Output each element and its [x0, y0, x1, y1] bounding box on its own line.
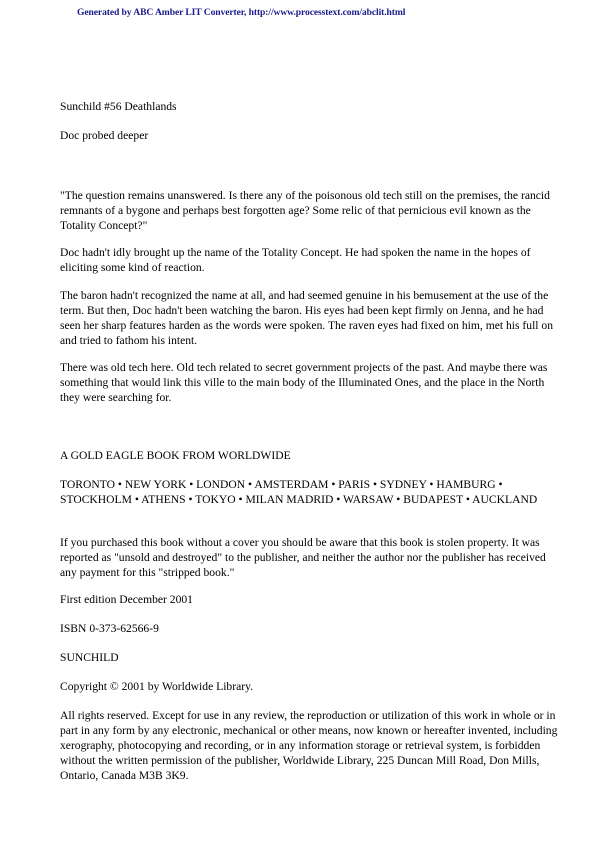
title-line: Sunchild #56 Deathlands [60, 100, 177, 113]
converter-banner: Generated by ABC Amber LIT Converter, http://www.processtext.com/abclit.html [77, 7, 406, 18]
subtitle-line: Doc probed deeper [60, 129, 149, 142]
cities-list: TORONTO • NEW YORK • LONDON • AMSTERDAM • PARIS • SYDNEY • HAMBURG • STOCKHOLM • ATHENS • TOKYO • MILAN MADRID • WARSAW • BUDAPEST • AUCKLAND [60, 478, 538, 506]
publisher-line: A GOLD EAGLE BOOK FROM WORLDWIDE [60, 449, 291, 462]
stripped-book-notice: If you purchased this book without a cover you should be aware that this book is stolen property. It was reported as "unsold and destroyed" to the publisher, and neither the author nor the publisher has received any payment for this "stripped book." [60, 536, 546, 579]
paragraph: Doc hadn't idly brought up the name of the Totality Concept. He had spoken the name in the hopes of eliciting some kind of reaction. [60, 246, 531, 274]
copyright-line: Copyright © 2001 by Worldwide Library. [60, 680, 254, 693]
edition-line: First edition December 2001 [60, 593, 193, 606]
paragraph: The baron hadn't recognized the name at all, and had seemed genuine in his bemusement at the use of the term. But then, Doc hadn't been watching the baron. His eyes had been kept firmly on Jenna, and he had seen her sharp features harden as the words were spoken. The raven eyes had fixed on him, met his full on and tried to fathom his intent. [60, 289, 554, 347]
paragraph: There was old tech here. Old tech related to secret government projects of the past. And maybe there was something that would link this ville to the main body of the Illuminated Ones, and the place in the North they were searching for. [60, 361, 548, 404]
paragraph: "The question remains unanswered. Is there any of the poisonous old tech still on the premises, the rancid remnants of a bygone and perhaps best forgotten age? Some relic of that pernicious evil known as the Totality Concept?" [60, 189, 550, 232]
book-title-line: SUNCHILD [60, 651, 119, 664]
rights-notice: All rights reserved. Except for use in any review, the reproduction or utilization of this work in whole or in part in any form by any electronic, mechanical or other means, now known or hereafter invented, including xerography, photocopying and recording, or in any information storage or retrieval system, is forbidden without the written permission of the publisher, Worldwide Library, 225 Duncan Mill Road, Don Mills, Ontario, Canada M3B 3K9. [60, 709, 558, 782]
isbn-line: ISBN 0-373-62566-9 [60, 622, 159, 635]
